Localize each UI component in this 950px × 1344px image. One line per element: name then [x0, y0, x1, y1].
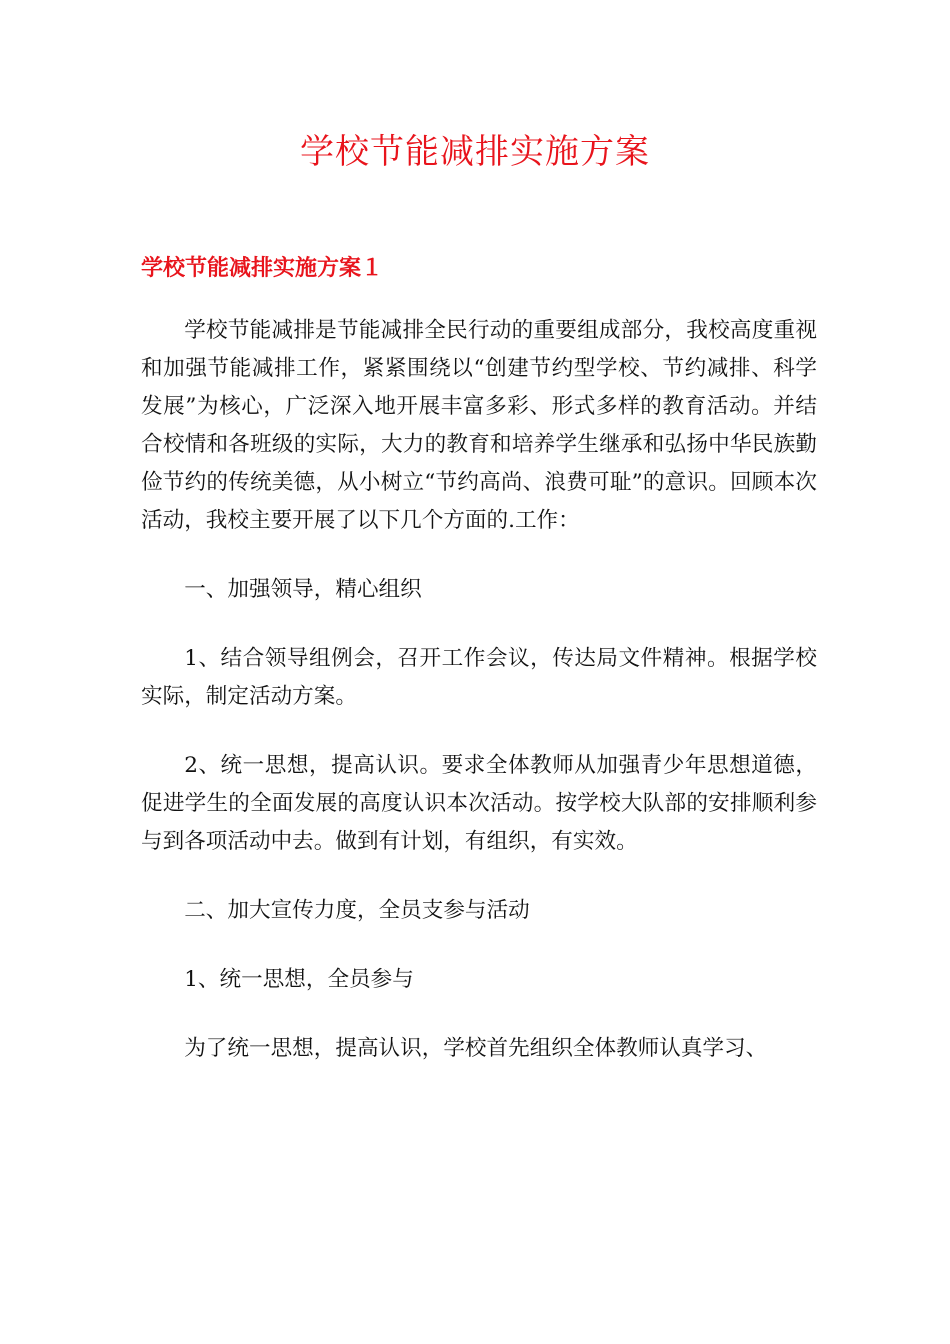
document-title: 学校节能减排实施方案 [300, 132, 650, 172]
document-body [141, 312, 817, 1068]
intro-paragraph: 学校节能减排是节能减排全民行动的重要组成部分，我校高度重视和加强节能减排工作，紧紧围绕以“创建节约型学校、节约减排、科学发展”为核心，广泛深入地开展丰富多彩、形式多样的教育活动。并结合校情和各班级的实际，大力的教育和培养学生继承和弘扬中华民族勤俭节约的传统美德，从小树立“节约高尚、浪费可耻”的意识。回顾本次活动，我校主要开展了以下几个方面的.工作： [141, 318, 817, 533]
section-heading: 学校节能减排实施方案１ [141, 256, 384, 281]
item-paragraph-3: 1、统一思想，全员参与 [184, 967, 414, 992]
body-paragraph: 为了统一思想，提高认识，学校首先组织全体教师认真学习、 [184, 1036, 768, 1061]
section-heading-2: 二、加大宣传力度，全员支参与活动 [184, 898, 530, 923]
section-heading-1: 一、加强领导，精心组织 [184, 577, 422, 602]
item-paragraph-2: 2、统一思想，提高认识。要求全体教师从加强青少年思想道德，促进学生的全面发展的高度认识本次活动。按学校大队部的安排顺利参与到各项活动中去。做到有计划，有组织，有实效。 [141, 753, 817, 854]
item-paragraph-1: 1、结合领导组例会，召开工作会议，传达局文件精神。根据学校实际，制定活动方案。 [141, 646, 817, 709]
